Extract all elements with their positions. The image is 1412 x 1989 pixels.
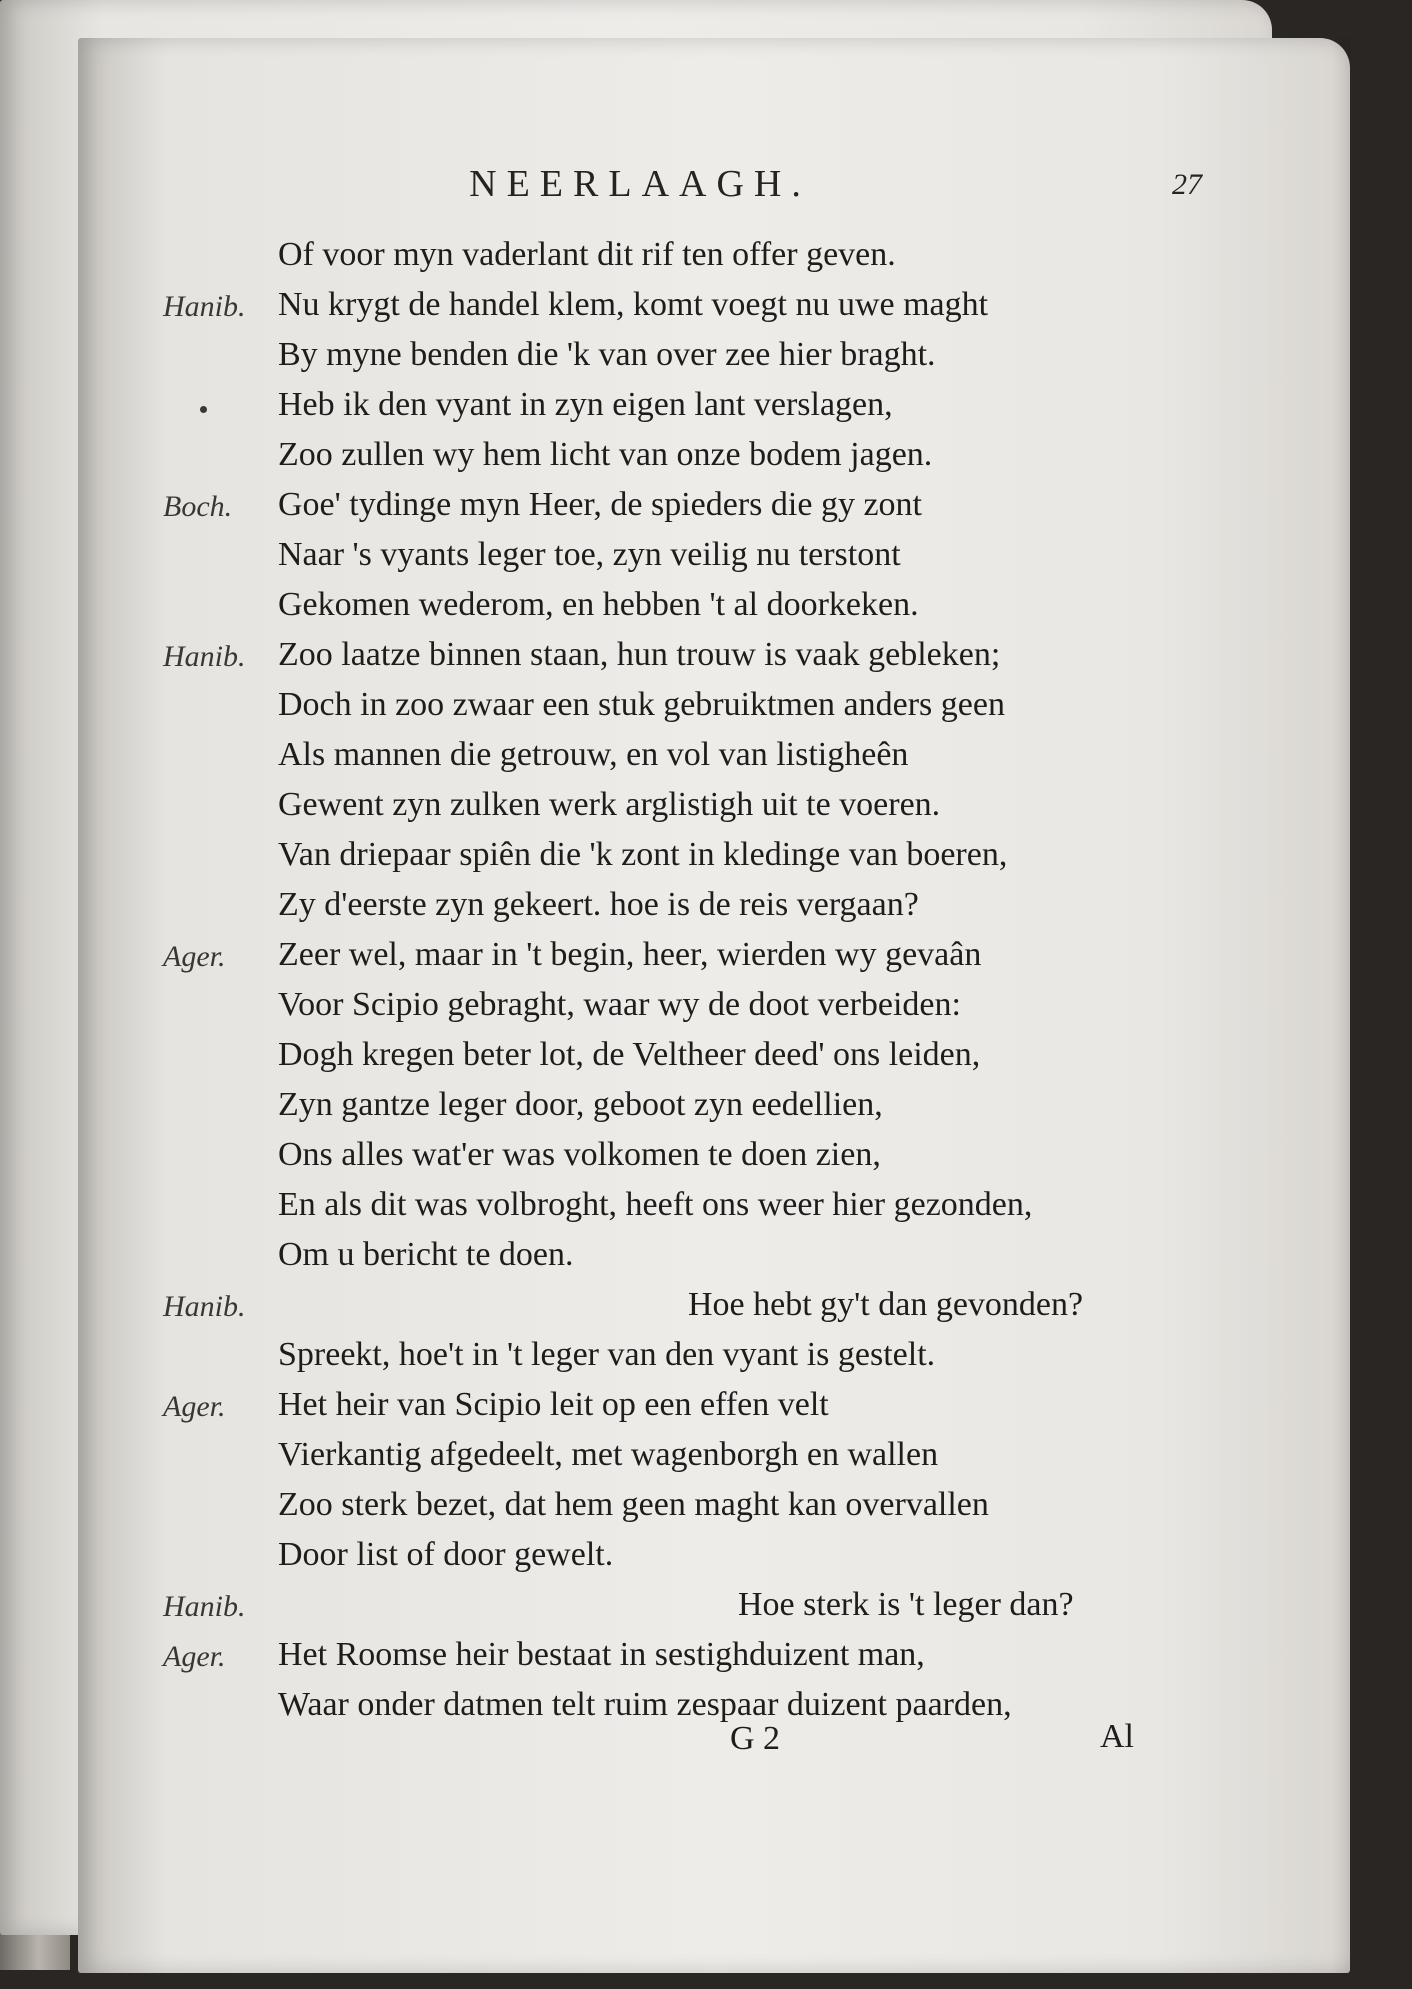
verse-line (78, 986, 1350, 1038)
verse-text: Om u bericht te doen. (278, 1236, 574, 1273)
verse-line (78, 1036, 1350, 1088)
verse-line (78, 1586, 1350, 1638)
signature-mark: G 2 (730, 1720, 781, 1757)
verse-text: Goe' tydinge myn Heer, de spieders die gy zont (278, 486, 922, 523)
verse-line (78, 486, 1350, 538)
speaker-label: Ager. (163, 1640, 226, 1673)
verse-line (78, 1286, 1350, 1338)
verse-line (78, 1236, 1350, 1288)
verse-text: Of voor myn vaderlant dit rif ten offer geven. (278, 236, 896, 273)
speaker-label: Boch. (163, 490, 233, 523)
speaker-label: Ager. (163, 1390, 226, 1423)
page-number: 27 (1172, 168, 1202, 201)
verse-text: Zoo sterk bezet, dat hem geen maght kan overvallen (278, 1486, 989, 1523)
verse-line (78, 586, 1350, 638)
verse-text: En als dit was volbroght, heeft ons weer hier gezonden, (278, 1186, 1033, 1223)
verse-text: Zoo zullen wy hem licht van onze bodem jagen. (278, 436, 933, 473)
verse-line (78, 1086, 1350, 1138)
verse-line (78, 1386, 1350, 1438)
verse-line (78, 1336, 1350, 1388)
verse-text: Doch in zoo zwaar een stuk gebruiktmen anders geen (278, 686, 1005, 723)
catchword: Al (1100, 1718, 1134, 1755)
verse-line (78, 1436, 1350, 1488)
verse-line (78, 1136, 1350, 1188)
verse-line (78, 536, 1350, 588)
speaker-label: Hanib. (163, 1290, 246, 1323)
verse-line (78, 1636, 1350, 1688)
verse-text: Zy d'eerste zyn gekeert. hoe is de reis vergaan? (278, 886, 919, 923)
verse-text: Dogh kregen beter lot, de Veltheer deed' ons leiden, (278, 1036, 981, 1073)
verse-text: Zoo laatze binnen staan, hun trouw is vaak gebleken; (278, 636, 1001, 673)
verse-text: Gewent zyn zulken werk arglistigh uit te voeren. (278, 786, 941, 823)
running-head: NEERLAAGH. (469, 163, 811, 205)
verse-line (78, 286, 1350, 338)
speaker-label: Ager. (163, 940, 226, 973)
verse-line (78, 686, 1350, 738)
verse-text: Het Roomse heir bestaat in sestighduizent man, (278, 1636, 925, 1673)
verse-text: Hoe hebt gy't dan gevonden? (688, 1286, 1084, 1323)
speaker-label: Hanib. (163, 1590, 246, 1623)
verse-line (78, 1486, 1350, 1538)
verse-line (78, 836, 1350, 888)
verse-line (78, 1536, 1350, 1588)
verse-text: Waar onder datmen telt ruim zespaar duizent paarden, (278, 1686, 1012, 1723)
verse-line (78, 1686, 1350, 1738)
verse-line (78, 1186, 1350, 1238)
verse-line (78, 436, 1350, 488)
verse-line (78, 386, 1350, 438)
verse-text: Vierkantig afgedeelt, met wagenborgh en wallen (278, 1436, 939, 1473)
verse-text: Zeer wel, maar in 't begin, heer, wierden wy gevaân (278, 936, 982, 973)
verse-text: Hoe sterk is 't leger dan? (738, 1586, 1074, 1623)
verse-text: Door list of door gewelt. (278, 1536, 614, 1573)
verse-text: Voor Scipio gebraght, waar wy de doot verbeiden: (278, 986, 961, 1023)
verse-line (78, 236, 1350, 288)
verse-block (78, 236, 1350, 1723)
verse-line (78, 736, 1350, 788)
verse-text: Van driepaar spiên die 'k zont in kledinge van boeren, (278, 836, 1008, 873)
verse-line (78, 786, 1350, 838)
verse-text: Heb ik den vyant in zyn eigen lant verslagen, (278, 386, 893, 423)
verse-text: Nu krygt de handel klem, komt voegt nu uwe maght (278, 286, 989, 323)
verse-text: Spreekt, hoe't in 't leger van den vyant is gestelt. (278, 1336, 936, 1373)
speaker-label: Hanib. (163, 290, 246, 323)
verse-text: Als mannen die getrouw, en vol van listigheên (278, 736, 909, 773)
speaker-label: Hanib. (163, 640, 246, 673)
verse-text: Zyn gantze leger door, geboot zyn eedellien, (278, 1086, 883, 1123)
verse-line (78, 886, 1350, 938)
verse-text: Naar 's vyants leger toe, zyn veilig nu terstont (278, 536, 901, 573)
margin-dot (200, 406, 207, 413)
verse-line (78, 936, 1350, 988)
verse-text: Het heir van Scipio leit op een effen velt (278, 1386, 829, 1423)
verse-line (78, 636, 1350, 688)
verse-text: Ons alles wat'er was volkomen te doen zien, (278, 1136, 881, 1173)
verse-text: By myne benden die 'k van over zee hier braght. (278, 336, 936, 373)
verse-line (78, 336, 1350, 388)
verse-text: Gekomen wederom, en hebben 't al doorkeken. (278, 586, 919, 623)
